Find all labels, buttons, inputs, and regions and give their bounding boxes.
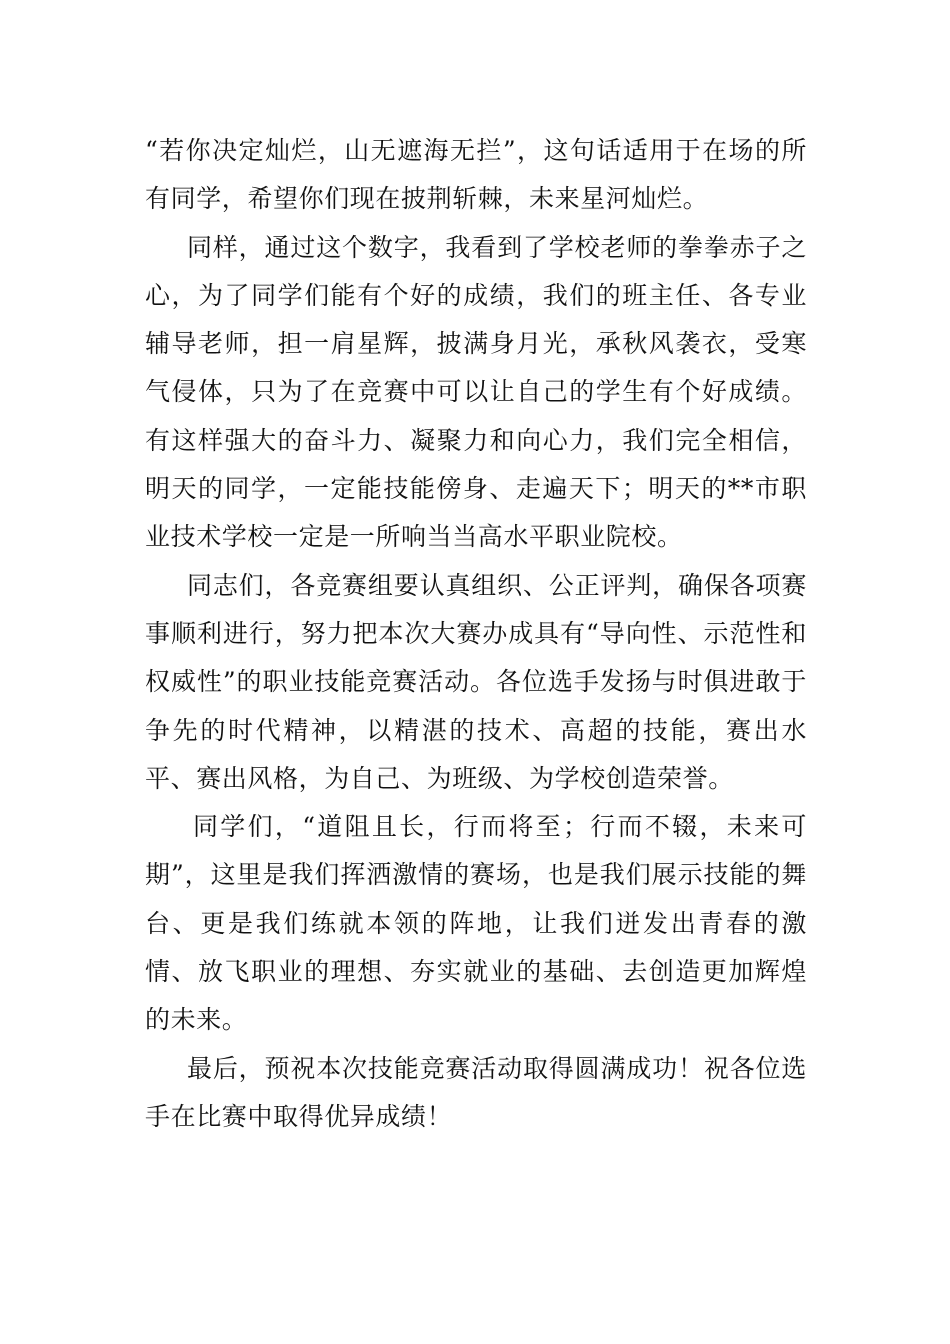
document-body [145,127,807,1141]
paragraph-students: 同学们，“道阻且长，行而将至；行而不辍，未来可期”，这里是我们挥洒激情的赛场，也是我们展示技能的舞台、更是我们练就本领的阵地，让我们迸发出青春的激情、放飞职业的理想、夯实就业的基础、去创造更加辉煌的未来。 [145,812,807,1035]
paragraph-continuation: “若你决定灿烂，山无遮海无拦”，这句话适用于在场的所有同学，希望你们现在披荆斩棘，未来星河灿烂。 [145,136,807,214]
paragraph-comrades: 同志们，各竞赛组要认真组织、公正评判，确保各项赛事顺利进行，努力把本次大赛办成具有“导向性、示范性和权威性”的职业技能竞赛活动。各位选手发扬与时俱进敢于争先的时代精神，以精湛的技术、高超的技能，赛出水平、赛出风格，为自己、为班级、为学校创造荣誉。 [145,570,807,793]
paragraph-closing: 最后，预祝本次技能竞赛活动取得圆满成功！祝各位选手在比赛中取得优异成绩！ [145,1053,807,1131]
paragraph-teachers: 同样，通过这个数字，我看到了学校老师的拳拳赤子之心，为了同学们能有个好的成绩，我们的班主任、各专业辅导老师，担一肩星辉，披满身月光，承秋风袭衣，受寒气侵体，只为了在竞赛中可以让自己的学生有个好成绩。有这样强大的奋斗力、凝聚力和向心力，我们完全相信，明天的同学，一定能技能傍身、走遍天下；明天的**市职业技术学校一定是一所响当当高水平职业院校。 [145,232,807,552]
